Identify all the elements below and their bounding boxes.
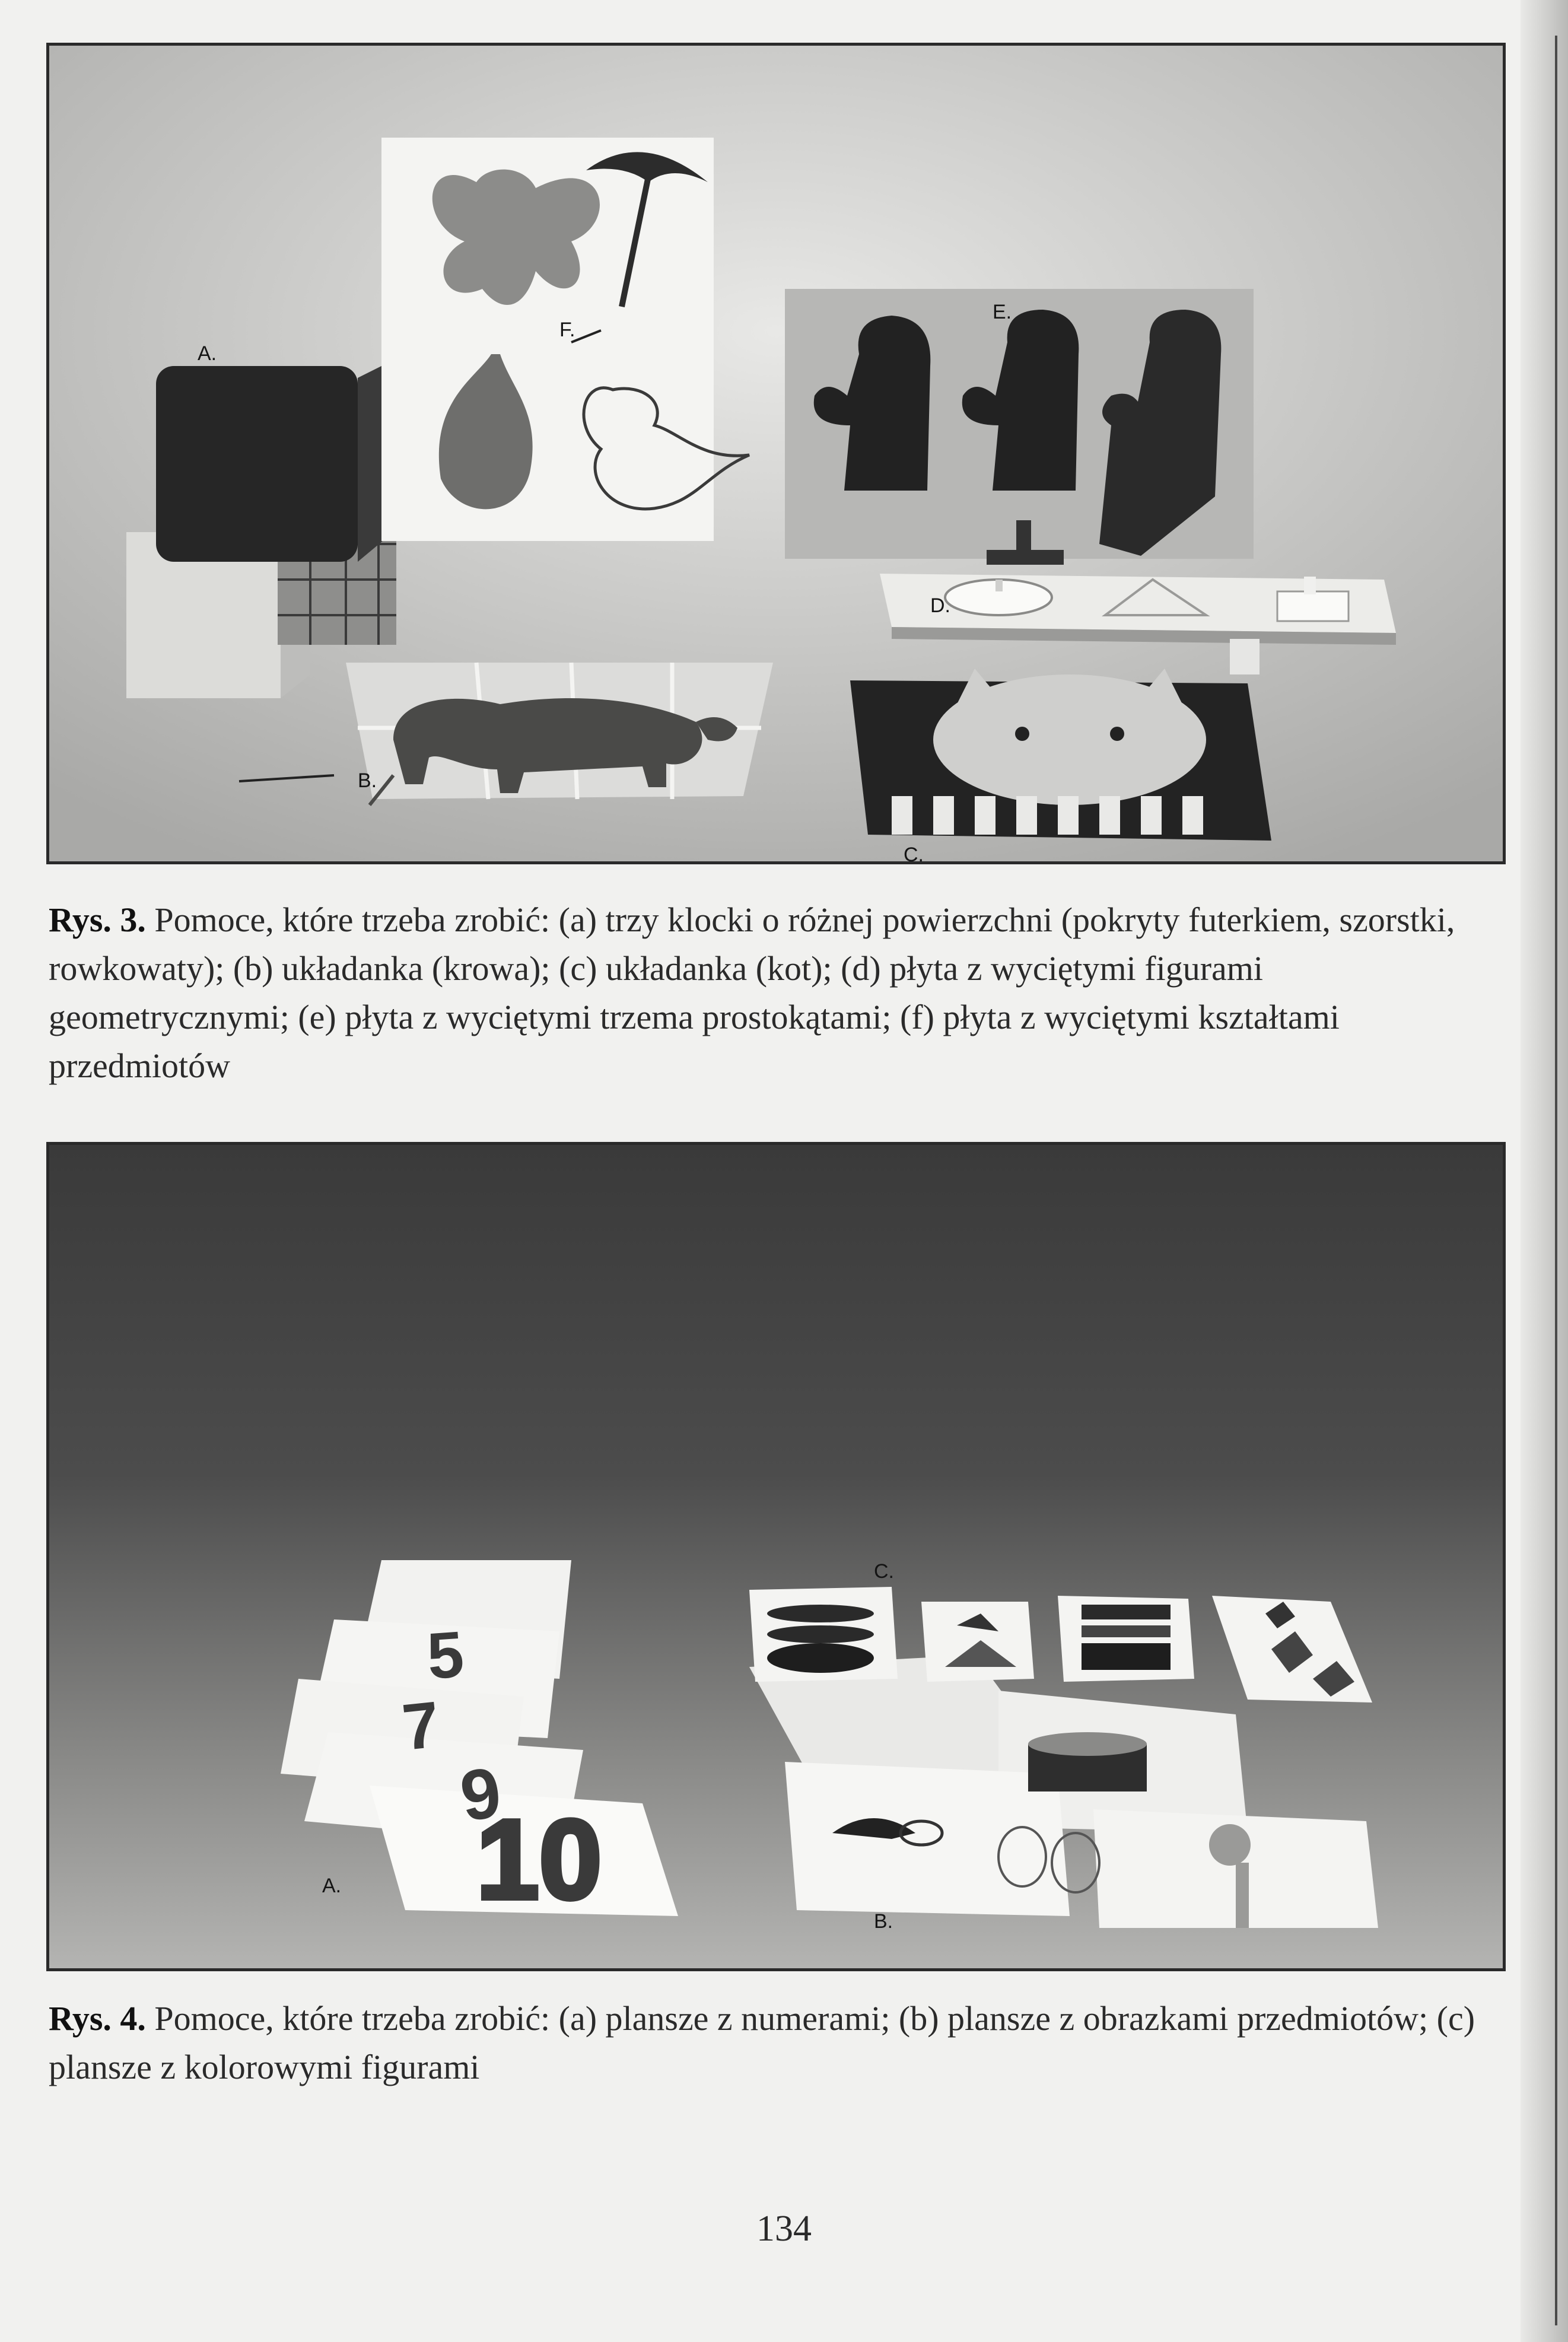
figure-3-caption-label: Rys. 3.	[49, 900, 146, 939]
page-edge-shadow	[1521, 0, 1568, 2342]
figure-3-label-d: D.	[930, 594, 950, 617]
number-card-10: 10	[476, 1797, 602, 1923]
puzzle-cow	[346, 663, 773, 805]
figure-3-label-e: E.	[993, 301, 1012, 323]
figure-3-label-b: B.	[358, 769, 377, 792]
board-mittens	[785, 289, 1254, 565]
figure-3-label-f: F.	[559, 319, 575, 341]
figure-4-label-a: A.	[322, 1875, 342, 1897]
figure-3-photo	[46, 43, 1506, 864]
puzzle-cat	[850, 669, 1271, 841]
figure-4-label-b: B.	[874, 1910, 893, 1933]
figure-3-label-c: C.	[904, 844, 924, 861]
figure-4-label-c: C.	[874, 1560, 894, 1583]
figure-3-label-a: A.	[198, 342, 217, 365]
page-edge-line	[1555, 36, 1557, 2325]
number-card-5: 5	[425, 1617, 466, 1693]
figure-3-caption-text: Pomoce, które trzeba zrobić: (a) trzy klocki o różnej powierzchni (pokryty futerkiem, szorstki, rowkowaty); (b) układanka (krowa); (c) układanka (kot); (d) płyta z wyciętymi figurami geometrycznymi; (e) płyta z wyciętymi trzema prostokątami; (f) płyta z wyciętymi kształtami przedmiotów	[49, 900, 1455, 1085]
figure-4-caption	[49, 1994, 1508, 2092]
figure-3-scene	[49, 46, 1503, 861]
number-card-7: 7	[399, 1688, 443, 1764]
page-number: 134	[756, 2209, 812, 2249]
figure-4-caption-text: Pomoce, które trzeba zrobić: (a) plansze z numerami; (b) plansze z obrazkami przedmiotów; (c) plansze z kolorowymi figurami	[49, 1999, 1475, 2086]
number-card-9: 9	[455, 1752, 506, 1837]
figure-4-photo	[46, 1142, 1506, 1971]
figure-3-caption	[49, 896, 1508, 1090]
figure-4-scene	[49, 1145, 1503, 1968]
figure-4-caption-label: Rys. 4.	[49, 1999, 146, 2038]
